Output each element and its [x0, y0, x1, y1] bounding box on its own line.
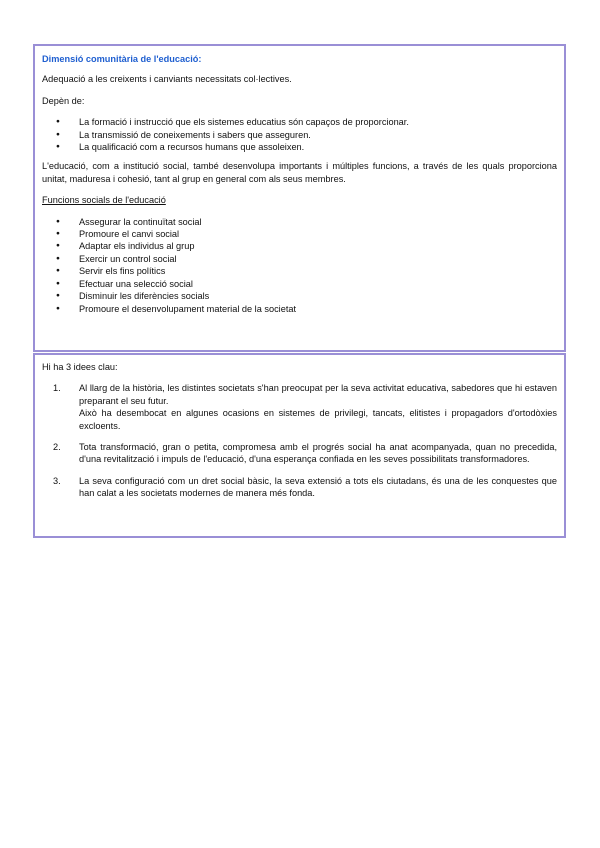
- list-item: ● Efectuar una selecció social: [42, 278, 557, 290]
- functions-title: Funcions socials de l'educació: [42, 195, 166, 206]
- functions-list: [42, 216, 557, 315]
- idea-number: 3.: [53, 475, 61, 486]
- community-dimension-box: [33, 44, 566, 352]
- list-item: ● La formació i instrucció que els sistemes educatius són capaços de proporcionar.: [42, 116, 557, 128]
- list-item: ● Servir els fins polítics: [42, 265, 557, 277]
- list-item: ● Disminuir les diferències socials: [42, 290, 557, 302]
- idea-text: La seva configuració com un dret social bàsic, la seva extensió a tots els ciutadans, és una de les conquestes que han calat a les societats modernes de manera més fonda.: [79, 475, 557, 499]
- key-ideas-intro: Hi ha 3 idees clau:: [42, 362, 118, 372]
- idea-number: 2.: [53, 442, 61, 453]
- idea-text: Al llarg de la història, les distintes societats s'han preocupat per la seva activitat educativa, sabedores que hi estaven preparant el seu futur.: [79, 383, 557, 406]
- key-ideas-list: [42, 382, 557, 499]
- idea-item: [42, 382, 557, 432]
- depends-list: [42, 116, 557, 153]
- idea-text: Això ha desembocat en algunes ocasions en sistemes de privilegi, tancats, elitistes i propagadors d'ortodòxies excloents.: [79, 408, 557, 431]
- intro-text: Adequació a les creixents i canviants necessitats col·lectives.: [42, 74, 292, 85]
- idea-item: [42, 441, 557, 466]
- section-heading: Dimensió comunitària de l'educació:: [42, 54, 202, 64]
- list-item: ● La qualificació com a recursos humans que assoleixen.: [42, 141, 557, 153]
- key-ideas-box: [33, 353, 566, 538]
- idea-item: [42, 475, 557, 500]
- list-item: ● La transmissió de coneixements i sabers que asseguren.: [42, 129, 557, 141]
- idea-number: 1.: [53, 383, 61, 394]
- list-item: ● Assegurar la continuïtat social: [42, 216, 557, 228]
- list-item: ● Promoure el desenvolupament material de la societat: [42, 303, 557, 315]
- idea-text: Tota transformació, gran o petita, compromesa amb el progrés social ha anat acompanyada, quan no precedida, d'una revitalització i impuls de l'educació, d'una esperança confiada en les seves possibilitats transformadores.: [79, 442, 557, 465]
- list-item: ● Exercir un control social: [42, 253, 557, 265]
- list-item: ● Promoure el canvi social: [42, 228, 557, 240]
- list-item: ● Adaptar els individus al grup: [42, 240, 557, 252]
- functions-paragraph: L'educació, com a institució social, també desenvolupa importants i múltiples funcions, a través de les quals proporciona unitat, maduresa i cohesió, tant al grup en general com als seus membres.: [42, 161, 557, 184]
- depends-label: Depèn de:: [42, 95, 85, 106]
